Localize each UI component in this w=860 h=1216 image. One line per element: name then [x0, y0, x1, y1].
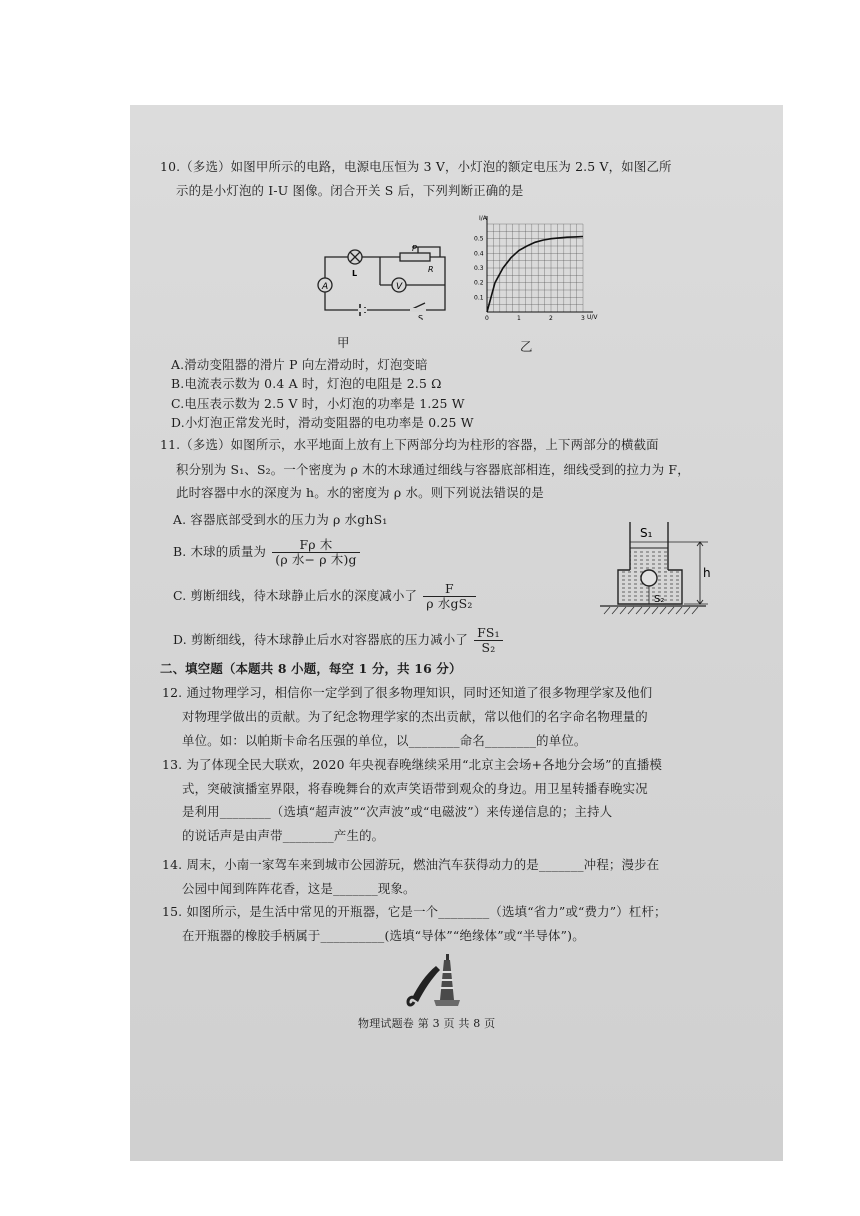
q10-option-d: D.小灯泡正常发光时，滑动变阻器的电功率是 0.25 W	[171, 415, 474, 430]
q13-line4: 的说话声是由声带________产生的。	[182, 828, 385, 843]
rheostat-label: R	[428, 265, 434, 274]
fraction-denominator: (ρ 水− ρ 木)g	[275, 552, 357, 567]
fraction-numerator: FS₁	[474, 626, 503, 641]
q14-line2: 公园中闻到阵阵花香，这是_______现象。	[182, 881, 416, 896]
voltmeter-label: V	[396, 282, 403, 292]
q10-option-c: C.电压表示数为 2.5 V 时，小灯泡的功率是 1.25 W	[171, 396, 465, 411]
q13-line1: 13. 为了体现全民大联欢，2020 年央视春晚继续采用“北京主会场+各地分会场”的直播模	[162, 757, 663, 772]
q11-option-b-prefix: B. 木球的质量为	[173, 544, 267, 559]
q13-line3: 是利用________（选填“超声波”“次声波”或“电磁波”）来传递信息的；主持人	[182, 804, 613, 819]
h-label: h	[703, 566, 711, 580]
slider-label: P	[412, 245, 417, 253]
q11-option-d	[173, 626, 505, 655]
section-2-heading: 二、填空题（本题共 8 小题，每空 1 分，共 16 分）	[160, 661, 462, 676]
lamp-label: L	[352, 269, 358, 278]
q10-option-a: A.滑动变阻器的滑片 P 向左滑动时，灯泡变暗	[171, 357, 428, 372]
q11-stem-line3: 此时容器中水的深度为 h。水的密度为 ρ 水。则下列说法错误的是	[176, 485, 545, 500]
q11-option-d-fraction	[474, 626, 503, 655]
y-tick-label: 0.2	[474, 279, 484, 287]
chart-axes	[487, 216, 593, 312]
fig-yi-caption: 乙	[520, 339, 533, 354]
x-tick-label: 3	[581, 315, 585, 322]
q11-option-c	[173, 582, 478, 611]
q13-line2: 式，突破演播室界限，将春晚舞台的欢声笑语带到观众的身边。用卫星转播春晚实况	[182, 781, 648, 796]
switch-label: S	[418, 314, 424, 320]
q10-stem-line2: 示的是小灯泡的 I-U 图像。闭合开关 S 后，下列判断正确的是	[176, 183, 524, 198]
bottle-opener-image	[402, 950, 472, 1010]
q15-line1: 15. 如图所示，是生活中常见的开瓶器，它是一个________（选填“省力”或“费力”）杠杆；	[162, 904, 667, 919]
x-tick-label: 0	[485, 315, 489, 322]
q14-line1: 14. 周末，小南一家驾车来到城市公园游玩，燃油汽车获得动力的是_______冲程；漫步在	[162, 857, 660, 872]
y-tick-label: 0.4	[474, 250, 484, 258]
x-axis-label: U/V	[587, 314, 598, 321]
fraction-denominator: ρ 水gS₂	[426, 596, 473, 611]
q11-option-b-fraction	[272, 538, 359, 567]
q12-line1: 12. 通过物理学习，相信你一定学到了很多物理知识，同时还知道了很多物理学家及他们	[162, 685, 653, 700]
x-tick-label: 1	[517, 315, 521, 322]
fraction-denominator: S₂	[481, 640, 496, 655]
q11-stem-line2: 积分别为 S₁、S₂。一个密度为 ρ 木的木球通过细线与容器底部相连，细线受到的拉力为 F，	[176, 462, 690, 477]
circuit-diagram	[300, 245, 460, 320]
fraction-numerator: Fρ 木	[272, 538, 359, 553]
ammeter-label: A	[322, 282, 329, 292]
y-tick-label: 0.3	[474, 265, 484, 272]
chart-tick-labels	[474, 236, 585, 322]
y-tick-label: 0.5	[474, 235, 484, 243]
q11-option-c-fraction	[423, 582, 475, 611]
s2-label: S₂	[654, 594, 665, 605]
q11-option-d-prefix: D. 剪断细线，待木球静止后水对容器底的压力减小了	[173, 632, 468, 647]
y-tick-label: 0.1	[474, 294, 484, 302]
iu-chart	[465, 212, 615, 327]
q12-line2: 对物理学做出的贡献。为了纪念物理学家的杰出贡献，常以他们的名字命名物理量的	[182, 709, 648, 724]
container-diagram	[598, 518, 718, 618]
q12-line3: 单位。如：以帕斯卡命名压强的单位，以________命名________的单位。	[182, 733, 587, 748]
q11-option-b	[173, 538, 362, 567]
page-footer: 物理试题卷 第 3 页 共 8 页	[358, 1017, 496, 1030]
q11-option-a: A. 容器底部受到水的压力为 ρ 水ghS₁	[173, 512, 388, 527]
q15-line2: 在开瓶器的橡胶手柄属于__________(选填“导体”“绝缘体”或“半导体”)。	[182, 928, 585, 943]
q10-stem-line1: 10.（多选）如图甲所示的电路，电源电压恒为 3 V，小灯泡的额定电压为 2.5 V，如图乙所	[160, 159, 672, 174]
q11-stem-line1: 11.（多选）如图所示，水平地面上放有上下两部分均为柱形的容器，上下两部分的横截面	[160, 437, 659, 452]
q10-option-b: B.电流表示数为 0.4 A 时，灯泡的电阻是 2.5 Ω	[171, 376, 442, 391]
q11-option-c-prefix: C. 剪断细线，待木球静止后水的深度减小了	[173, 588, 418, 603]
iu-curve	[487, 237, 583, 313]
x-tick-label: 2	[549, 315, 553, 322]
fig-jia-caption: 甲	[337, 335, 350, 350]
y-axis-label: I/A	[479, 215, 487, 222]
fraction-numerator: F	[423, 582, 475, 597]
s1-label: S₁	[640, 526, 653, 540]
